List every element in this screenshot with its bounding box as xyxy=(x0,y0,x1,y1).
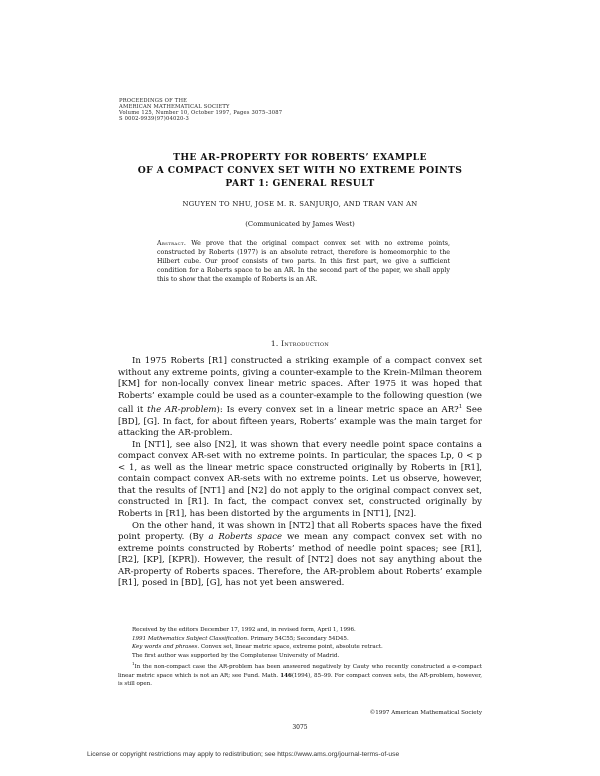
journal-header-line-2: AMERICAN MATHEMATICAL SOCIETY xyxy=(119,104,230,111)
received-note: Received by the editors December 17, 1992 and, in revised form, April 1, 1996. xyxy=(132,627,356,633)
paper-title xyxy=(100,151,500,190)
support-note: The first author was supported by the Complutense University of Madrid. xyxy=(132,652,340,659)
footnote-1-marker: 1 xyxy=(132,661,135,667)
paper-title-line-3: PART 1: GENERAL RESULT xyxy=(225,178,375,189)
keywords-note xyxy=(118,643,482,652)
copyright-notice: ©1997 American Mathematical Society xyxy=(369,710,482,716)
footnote-1-volume: 146 xyxy=(280,672,292,679)
paragraph-3 xyxy=(118,521,482,590)
msc-label: 1991 Mathematics Subject Classification. xyxy=(132,635,249,642)
footnotes xyxy=(118,626,482,689)
journal-volume-line: Volume 125, Number 10, October 1997, Pages 3075–3087 xyxy=(119,110,283,117)
body-text xyxy=(118,356,482,590)
paragraph-1-text-a: In 1975 Roberts [R1] constructed a striking example of a compact convex set without any extreme points, giving a counter-example to the Krein-Milman theorem [KM] for non-locally convex linear metric spaces. After 1975 it was hoped that Roberts’ example could be used as a counter-example to the following question (we call it xyxy=(118,356,482,416)
keywords-label: Key words and phrases. xyxy=(132,644,200,651)
msc-note xyxy=(118,635,482,644)
footnote-1-text-b: (1994), 85–99. For compact convex sets, the AR-problem, however, is still open. xyxy=(118,672,482,688)
page-number: 3075 xyxy=(292,724,308,731)
paper-authors: NGUYEN TO NHU, JOSE M. R. SANJURJO, AND TRAN VAN AN xyxy=(182,200,418,208)
license-notice: License or copyright restrictions may apply to redistribution; see https://www.ams.org/journal-terms-of-use xyxy=(87,751,400,758)
paragraph-3-text-a: On the other hand, it was shown in [NT2] that all Roberts spaces have the fixed point property. (By xyxy=(118,520,482,543)
paper-title-line-2: OF A COMPACT CONVEX SET WITH NO EXTREME POINTS xyxy=(137,165,463,176)
abstract-label: Abstract. xyxy=(157,240,187,247)
paper-title-line-1: THE AR-PROPERTY FOR ROBERTS’ EXAMPLE xyxy=(173,152,427,163)
paragraph-2: In [NT1], see also [N2], it was shown that every needle point space contains a compact convex AR-set with no extreme points. In particular, the spaces Lp, 0 < p < 1, as well as the linear metric space constructed originally by Roberts in [R1], contain compact convex AR-sets with no extreme points. Let us observe, however, that the results of [NT1] and [N2] do not apply to the original compact convex set, constructed in [R1]. In fact, the compact convex set, constructed originally by Roberts in [R1], has been distorted by the arguments in [NT1], [N2]. xyxy=(118,439,482,519)
paragraph-1 xyxy=(118,356,482,440)
abstract xyxy=(157,240,450,285)
paragraph-1-text-b: ): Is every convex set in a linear metric space an AR? xyxy=(216,405,459,416)
term-ar-problem: the AR-problem xyxy=(147,405,217,416)
footnote-1 xyxy=(118,660,482,689)
journal-header-line-1: PROCEEDINGS OF THE xyxy=(119,98,188,104)
section-heading-introduction: 1. Introduction xyxy=(270,339,330,348)
keywords-text: Convex set, linear metric space, extreme point, absolute retract. xyxy=(200,644,383,651)
paragraph-3-text-b: we mean any compact convex set with no extreme points constructed by Roberts’ method of needle point spaces; see [R1], [R2], [KP], [KPR]). However, the result of [NT2] does not say anything about the AR-property of Roberts spaces. Therefore, the AR-problem about Roberts’ example [R1], posed in [BD], [G], has not yet been answered. xyxy=(118,532,482,589)
abstract-text: We prove that the original compact convex set with no extreme points, constructed by Roberts (1977) is an absolute retract, therefore is homeomorphic to the Hilbert cube. Our proof consists of two parts. In this first part, we give a sufficient condition for a Roberts space to be an AR. In the second part of the paper, we shall apply this to show that the example of Roberts is an AR. xyxy=(157,240,450,283)
footnote-marker: 1 xyxy=(458,404,463,411)
journal-issn-line: S 0002-9939(97)04020-3 xyxy=(119,116,189,123)
paragraph-1-text-c: See [BD], [G]. In fact, for about fifteen years, Roberts’ example was the main target for attacking the AR-problem. xyxy=(118,405,483,439)
journal-header xyxy=(119,98,419,122)
footnote-1-text-a: In the non-compact case the AR-problem has been answered negatively by Cauty who recently constructed a σ-compact linear metric space which is not an AR; see Fund. Math. xyxy=(118,664,482,679)
communicated-by: (Communicated by James West) xyxy=(245,220,355,228)
term-roberts-space: a Roberts space xyxy=(208,532,283,543)
msc-text: Primary 54C55; Secondary 54D45. xyxy=(250,635,349,642)
